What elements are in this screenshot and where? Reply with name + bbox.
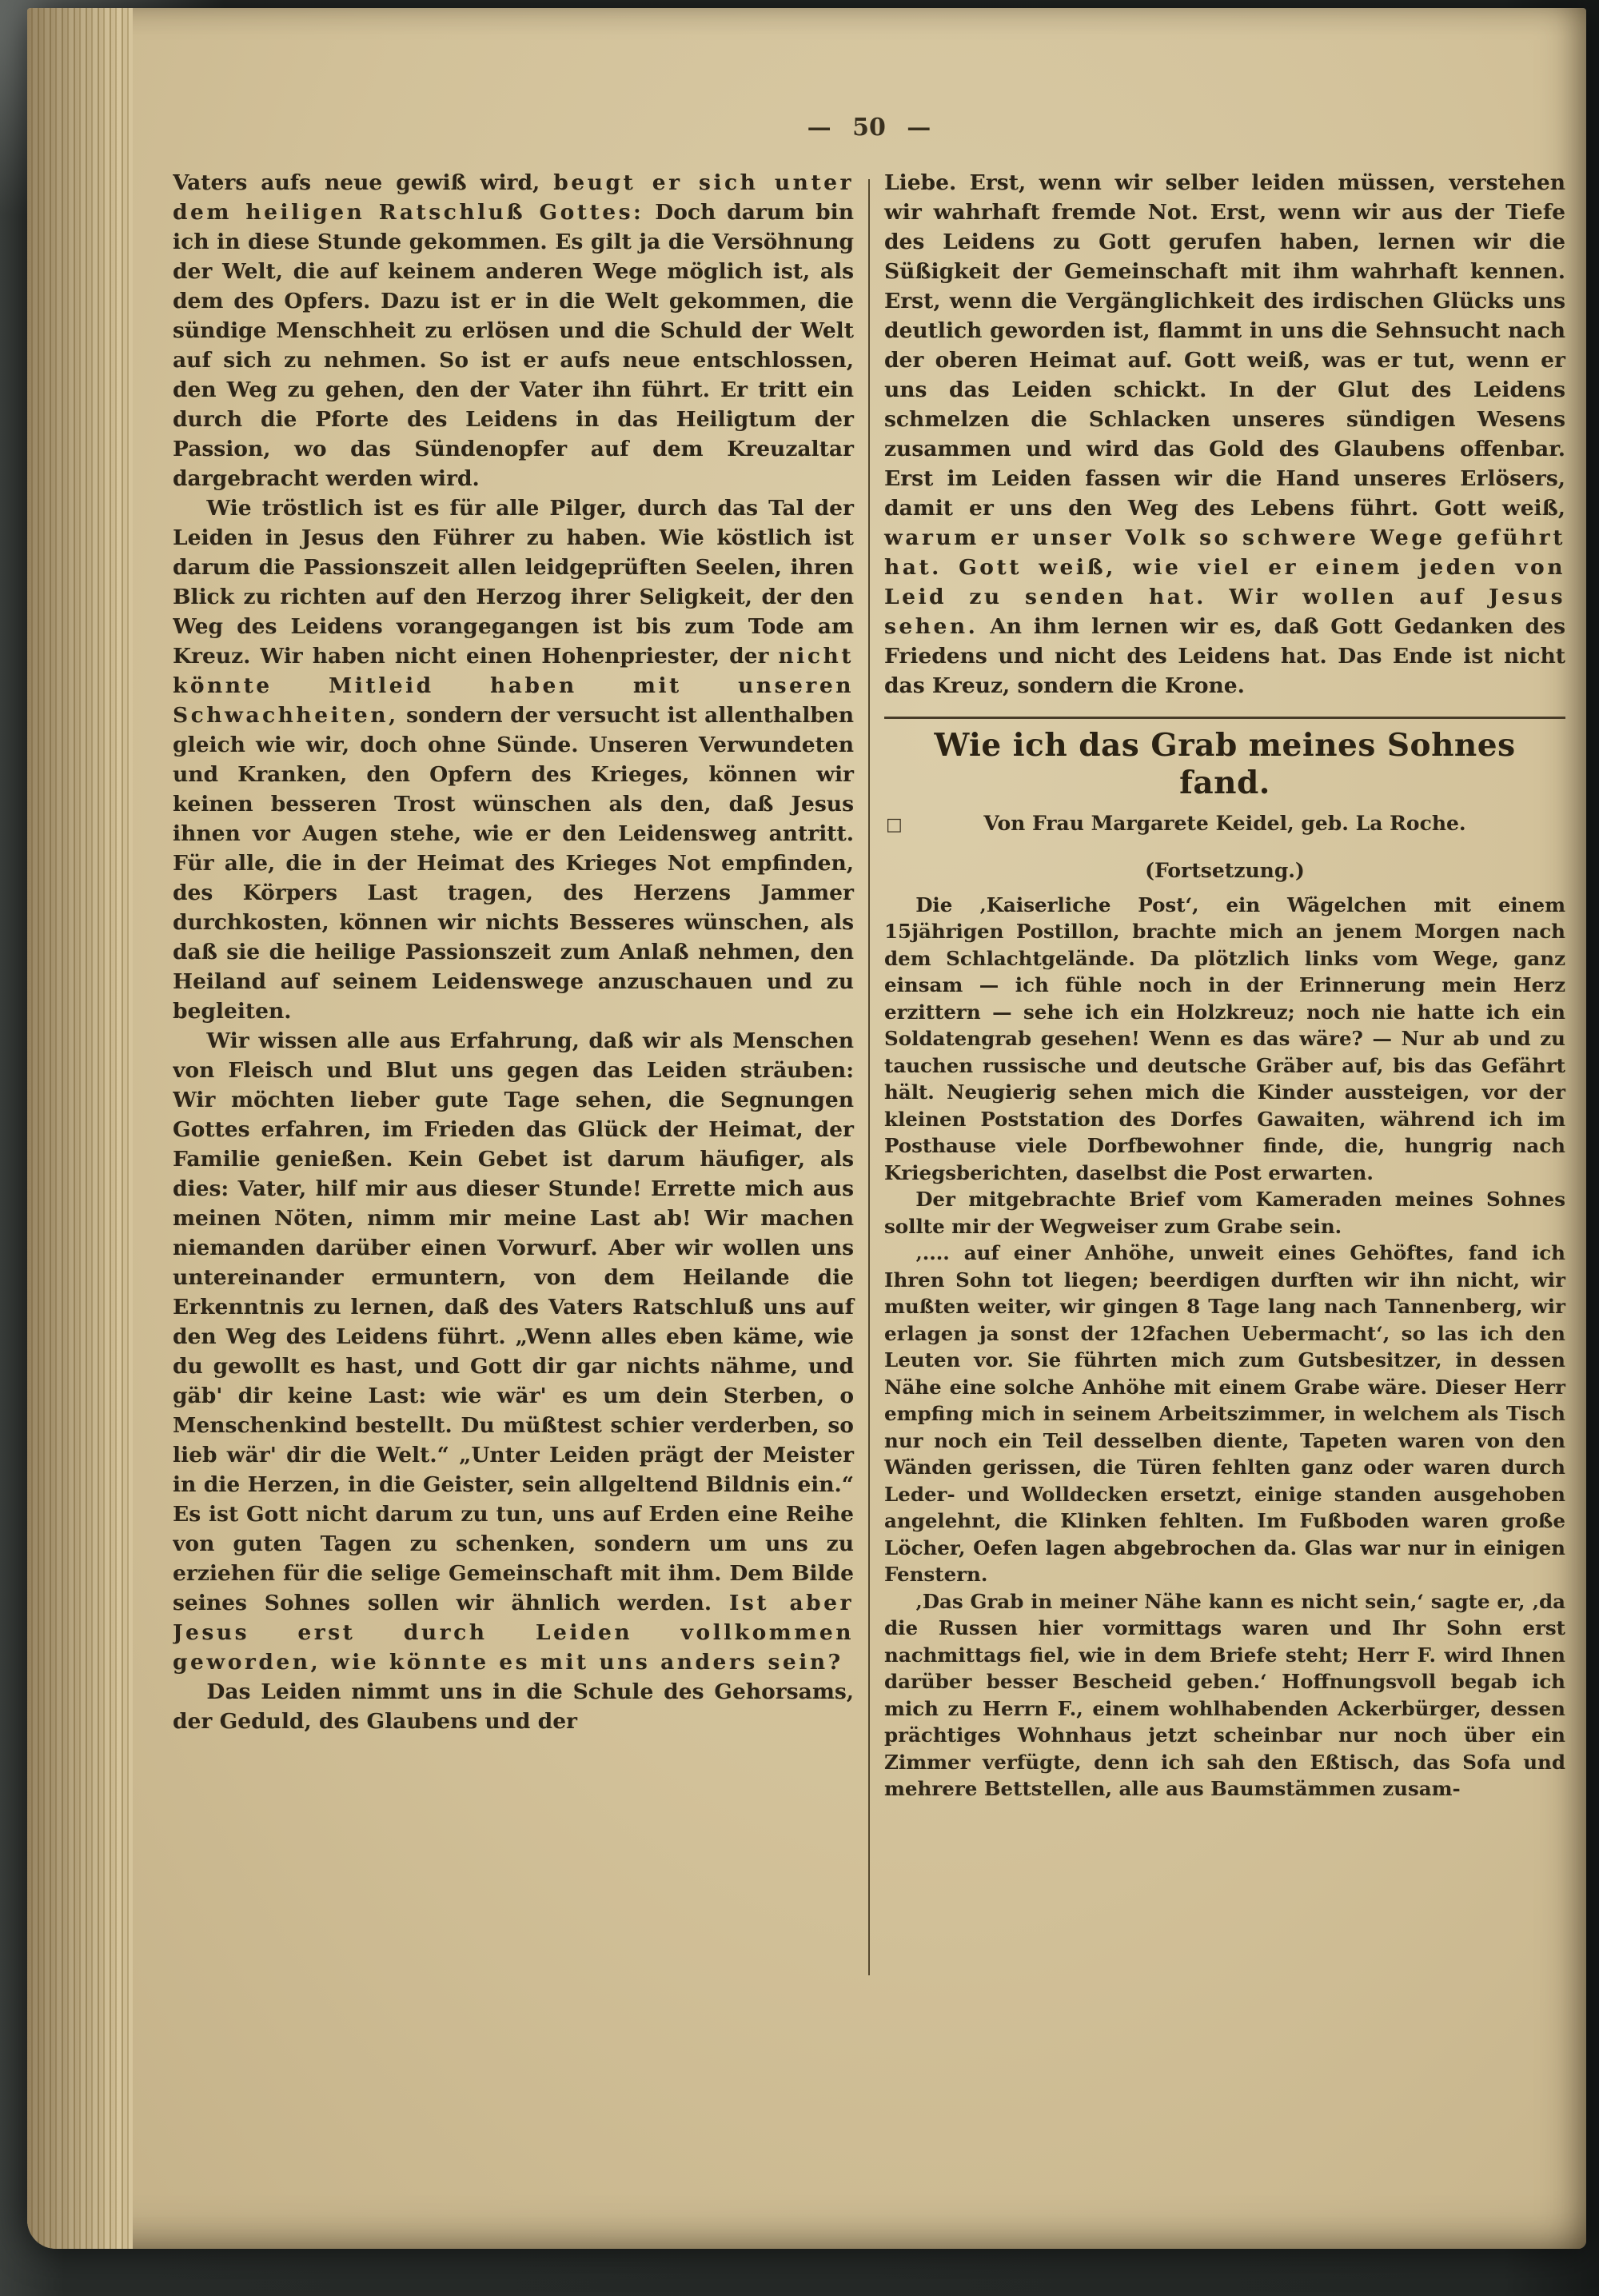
paragraph: Wie tröstlich ist es für alle Pilger, durch das Tal der Leiden in Jesus den Führer zu haben. Wie köstlich ist darum die Passionszeit allen leidgeprüften Seelen, ihren Blick zu richten auf den Herzog ihrer Seligkeit, der den Weg des Leidens vorangegangen ist bis zum Tode am Kreuz. Wir haben nicht einen Hohenpriester, der nicht könnte Mitleid haben mit unseren Schwachheiten, sondern der versucht ist allenthalben gleich wie wir, doch ohne Sünde. Unseren Verwundeten und Kranken, den Opfern des Krieges, können wir keinen besseren Trost wünschen als den, daß Jesus ihnen vor Augen stehe, wie er den Leidensweg antritt. Für alle, die in der Heimat des Krieges Not empfinden, des Körpers Last tragen, des Herzens Jammer durchkosten, können wir nichts Besseres wünschen, als daß sie die heilige Passionszeit zum Anlaß nehmen, den Heiland auf seinem Leidenswege anzuschauen und zu begleiten. (173, 496, 854, 1024)
article2-body (884, 892, 1565, 1803)
byline-row (884, 809, 1565, 838)
article-sohnes-grab (884, 717, 1565, 1803)
page-content (173, 168, 1575, 2023)
paragraph: Liebe. Erst, wenn wir selber leiden müssen, verstehen wir wahrhaft fremde Not. Erst, wenn wir aus der Tiefe des Leidens zu Gott gerufen haben, lernen wir die Süßigkeit der Gemeinschaft mit ihm wahrhaft kennen. Erst, wenn die Vergänglichkeit des irdischen Glücks uns deutlich geworden ist, flammt in uns die Sehnsucht nach der oberen Heimat auf. Gott weiß, was er tut, wenn er uns das Leiden schickt. In der Glut des Leidens schmelzen die Schlacken unseres sündigen Wesens zusammen und wird das Gold des Glaubens offenbar. Erst im Leiden fassen wir die Hand unseres Erlösers, damit er uns den Weg des Lebens führt. Gott weiß, warum er unser Volk so schwere Wege geführt hat. Gott weiß, wie viel er einem jeden von Leid zu senden hat. Wir wollen auf Jesus sehen. An ihm lernen wir es, daß Gott Gedanken des Friedens und nicht des Leidens hat. Das Ende ist nicht das Kreuz, sondern die Krone. (884, 170, 1565, 698)
article1-continuation (884, 168, 1565, 701)
left-column (173, 168, 854, 2023)
paragraph: Das Leiden nimmt uns in die Schule des Gehorsams, der Geduld, des Glaubens und der (173, 1679, 854, 1734)
paragraph: Wir wissen alle aus Erfahrung, daß wir als Menschen von Fleisch und Blut uns gegen das Leiden sträuben: Wir möchten lieber gute Tage sehen, die Segnungen Gottes erfahren, im Frieden das Glück der Heimat, der Familie genießen. Kein Gebet ist darum häufiger, als dies: Vater, hilf mir aus dieser Stunde! Errette mich aus meinen Nöten, nimm mir meine Last ab! Wir machen niemanden darüber einen Vorwurf. Aber wir wollen uns untereinander ermuntern, von dem Heilande die Erkenntnis zu lernen, daß des Vaters Ratschluß uns auf den Weg des Leidens führt. „Wenn alles eben käme, wie du gewollt es hast, und Gott dir gar nichts nähme, und gäb' dir keine Last: wie wär' es um dein Sterben, o Menschenkind bestellt. Du müßtest schier verderben, so lieb wär' dir die Welt.“ „Unter Leiden prägt der Meister in die Herzen, in die Geister, sein allgeltend Bildnis ein.“ Es ist Gott nicht darum zu tun, uns auf Erden eine Reihe von guten Tagen zu schenken, sondern um uns zu erziehen für die selige Gemeinschaft mit ihm. Dem Bilde seines Sohnes sollen wir ähnlich werden. Ist aber Jesus erst durch Leiden vollkommen geworden, wie könnte es mit uns anders sein? (173, 1028, 854, 1675)
right-column (884, 168, 1565, 2023)
paragraph: Die ‚Kaiserliche Post‘, ein Wägelchen mit einem 15jährigen Postillon, brachte mich an jenem Morgen nach dem Schlachtgelände. Da plötzlich links vom Wege, ganz einsam — ich fühle noch in der Erinnerung mein Herz erzittern — sehe ich ein Holzkreuz; noch nie hatte ich ein Soldatengrab gesehen! Wenn es das wäre? — Nur ab und zu tauchen russische und deutsche Gräber auf, bis das Gefährt hält. Neugierig sehen mich die Kinder aussteigen, vor der kleinen Poststation des Dorfes Gawaiten, während ich im Posthause viele Dorfbewohner finde, die, hungrig nach Kriegsberichten, daselbst die Post erwarten. (884, 892, 1565, 1184)
paragraph: ‚Das Grab in meiner Nähe kann es nicht sein,‘ sagte er, ‚da die Russen hier vormittags waren und Ihr Sohn erst nachmittags fiel, wie in dem Briefe steht; Herr F. wird Ihnen darüber besser Bescheid geben.‘ Hoffnungsvoll begab ich mich zu Herrn F., einem wohlhabenden Ackerbürger, dessen prächtiges Wohnhaus jetzt scheinbar nur noch über ein Zimmer verfügte, denn ich sah den Eßtisch, das Sofa und mehrere Bettstellen, alle aus Baumstämmen zusam- (884, 1589, 1565, 1801)
scanned-page (27, 8, 1586, 2249)
paragraph: ‚.... auf einer Anhöhe, unweit eines Gehöftes, fand ich Ihren Sohn tot liegen; beerdigen durften wir ihn nicht, wir mußten weiter, wir gingen 8 Tage lang nach Tannenberg, wir erlagen ja sonst der 12fachen Uebermacht‘, so las ich den Leuten vor. Sie führten mich zum Gutsbesitzer, in dessen Nähe eine solche Anhöhe mit einem Grabe wäre. Dieser Herr empfing mich in seinem Arbeitszimmer, in welchem als Tisch nur noch ein Teil desselben diente, Tapeten waren von den Wänden gerissen, die Türen fehlten ganz oder waren durch Leder- und Wolldecken ersetzt, einige standen ausgehoben angelehnt, die Klinken fehlten. Im Fußboden waren große Löcher, Oefen lagen abgebrochen da. Glas war nur in einigen Fenstern. (884, 1241, 1565, 1587)
square-ornament-icon: □ (886, 813, 903, 835)
article-separator-rule (884, 717, 1565, 719)
article-byline: Von Frau Margarete Keidel, geb. La Roche. (983, 811, 1466, 835)
column-divider (868, 179, 870, 1975)
book-page-edges (27, 8, 133, 2249)
continuation-note: (Fortsetzung.) (1145, 858, 1305, 882)
paragraph: Vaters aufs neue gewiß wird, beugt er sich unter dem heiligen Ratschluß Gottes: Doch darum bin ich in diese Stunde gekommen. Es gilt ja die Versöhnung der Welt, die auf keinem anderen Wege möglich ist, als dem des Opfers. Dazu ist er in die Welt gekommen, die sündige Menschheit zu erlösen und die Schuld der Welt auf sich zu nehmen. So ist er aufs neue entschlossen, den Weg zu gehen, den der Vater ihn führt. Er tritt ein durch die Pforte des Leidens in das Heiligtum der Passion, wo das Sündenopfer auf dem Kreuzaltar dargebracht werden wird. (173, 170, 854, 491)
paragraph: Der mitgebrachte Brief vom Kameraden meines Sohnes sollte mir der Wegweiser zum Grabe sein. (884, 1188, 1565, 1238)
page-number: — 50 — (807, 114, 931, 142)
article-title: Wie ich das Grab meines Sohnes fand. (934, 727, 1516, 801)
